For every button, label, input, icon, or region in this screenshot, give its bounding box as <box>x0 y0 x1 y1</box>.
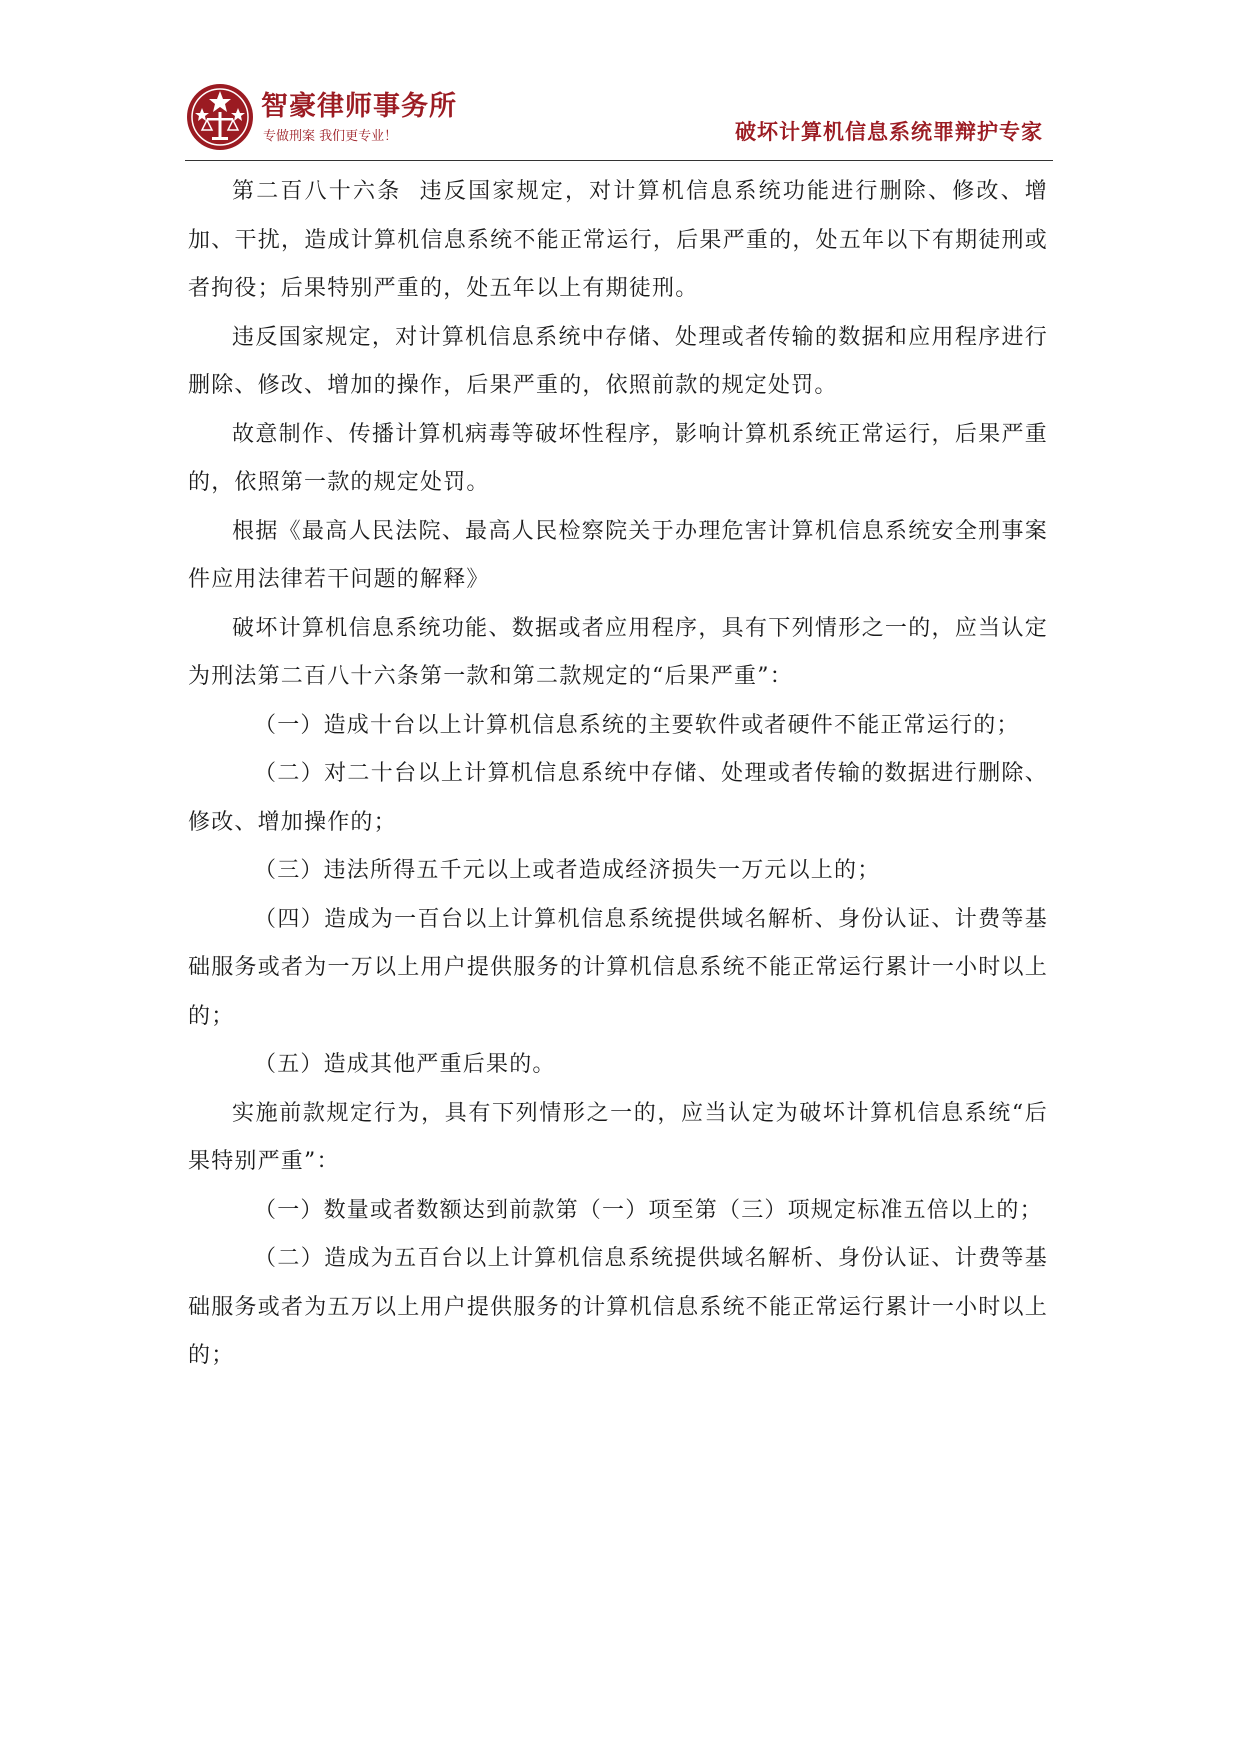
list-item: （二）造成为五百台以上计算机信息系统提供域名解析、身份认证、计费等基础服务或者为五万以上用户提供服务的计算机信息系统不能正常运行累计一小时以上的； <box>188 1246 1048 1368</box>
paragraph: 故意制作、传播计算机病毒等破坏性程序，影响计算机系统正常运行，后果严重的，依照第一款的规定处罚。 <box>188 421 1048 495</box>
document-body <box>188 168 1048 1381</box>
page-header <box>185 82 1053 158</box>
list-item: （一）造成十台以上计算机信息系统的主要软件或者硬件不能正常运行的； <box>254 712 1020 738</box>
list-item: （四）造成为一百台以上计算机信息系统提供域名解析、身份认证、计费等基础服务或者为一万以上用户提供服务的计算机信息系统不能正常运行累计一小时以上的； <box>188 906 1048 1029</box>
paragraph: 根据《最高人民法院、最高人民检察院关于办理危害计算机信息系统安全刑事案件应用法律若干问题的解释》 <box>188 518 1048 592</box>
paragraph: 违反国家规定，对计算机信息系统中存储、处理或者传输的数据和应用程序进行删除、修改、增加的操作，后果严重的，依照前款的规定处罚。 <box>188 324 1048 398</box>
list-item: （一）数量或者数额达到前款第（一）项至第（三）项规定标准五倍以上的； <box>254 1197 1043 1223</box>
header-divider <box>185 160 1053 161</box>
paragraph: 第二百八十六条 违反国家规定，对计算机信息系统功能进行删除、修改、增加、干扰，造成计算机信息系统不能正常运行，后果严重的，处五年以下有期徒刑或者拘役；后果特别严重的，处五年以上有期徒刑。 <box>188 179 1048 301</box>
firm-name: 智豪律师事务所 <box>261 91 457 122</box>
list-item: （三）违法所得五千元以上或者造成经济损失一万元以上的； <box>254 858 881 883</box>
firm-logo <box>185 82 485 152</box>
list-item: （二）对二十台以上计算机信息系统中存储、处理或者传输的数据进行删除、修改、增加操作的； <box>188 761 1048 835</box>
scales-of-justice-seal-icon <box>185 82 255 152</box>
paragraph: 实施前款规定行为，具有下列情形之一的，应当认定为破坏计算机信息系统“后果特别严重”： <box>188 1100 1048 1174</box>
header-title: 破坏计算机信息系统罪辩护专家 <box>735 120 1043 144</box>
firm-slogan: 专做刑案 我们更专业！ <box>263 129 398 144</box>
list-item: （五）造成其他严重后果的。 <box>254 1052 556 1077</box>
paragraph: 破坏计算机信息系统功能、数据或者应用程序，具有下列情形之一的，应当认定为刑法第二百八十六条第一款和第二款规定的“后果严重”： <box>188 615 1048 689</box>
